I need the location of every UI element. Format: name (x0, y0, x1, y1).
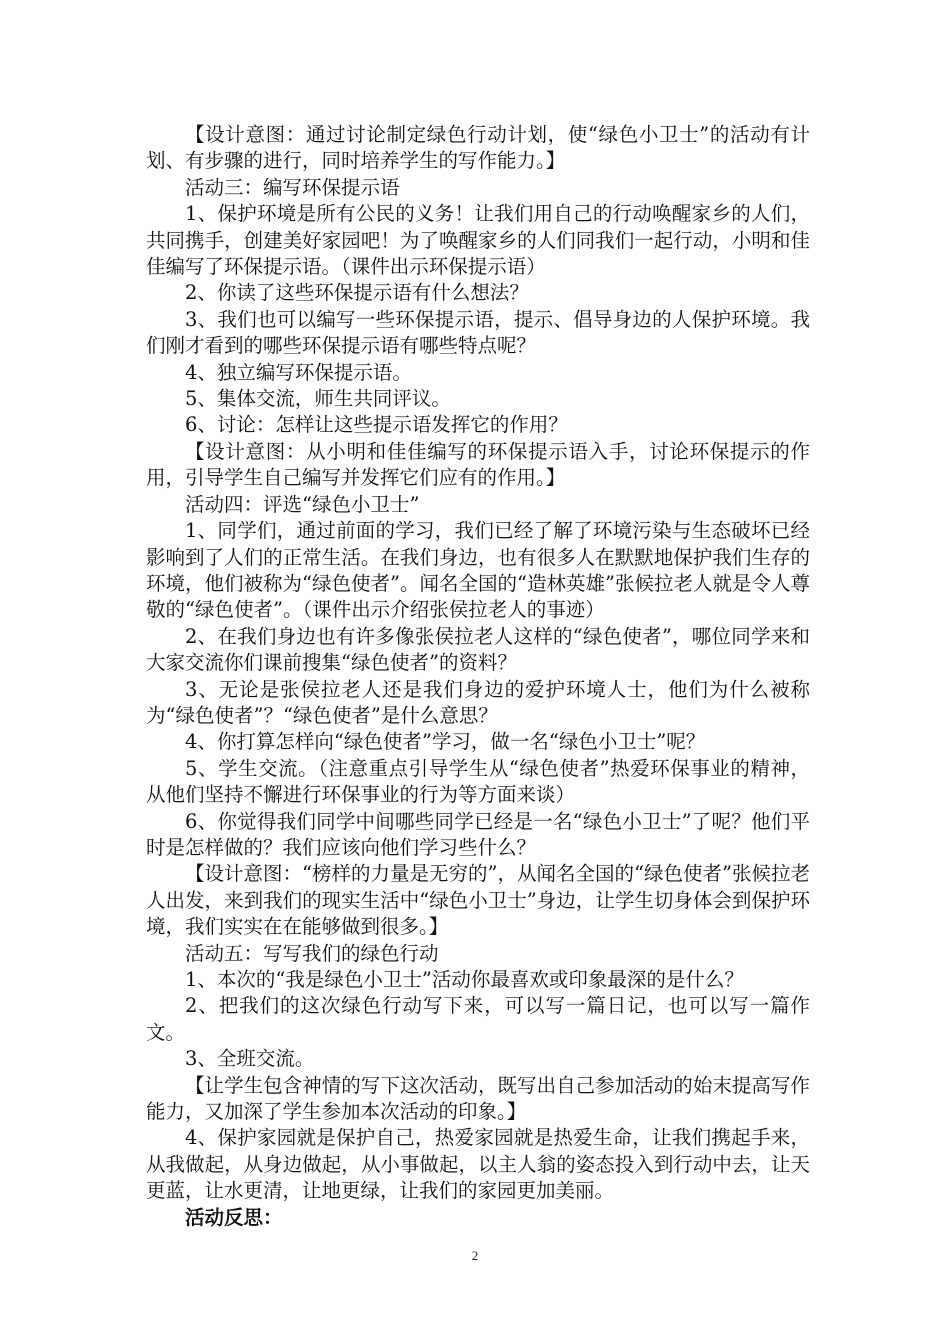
design-intent-paragraph: 【设计意图：“榜样的力量是无穷的”，从闻名全国的“绿色使者”张候拉老人出发，来到我们的现实生活中“绿色小卫士”身边，让学生切身体会到保护环境，我们实实在在能够做到很多。】 (146, 862, 810, 939)
list-item-paragraph: 1、本次的“我是绿色小卫士”活动你最喜欢或印象最深的是什么？ (185, 968, 744, 991)
list-item-paragraph: 4、你打算怎样向“绿色使者”学习，做一名“绿色小卫士”呢？ (185, 730, 706, 754)
design-intent-paragraph: 【设计意图：通过讨论制定绿色行动计划，使“绿色小卫士”的活动有计划、有步骤的进行，同时培养学生的写作能力。】 (146, 123, 810, 173)
document-body (146, 122, 810, 1231)
list-item-paragraph: 2、你读了这些环保提示语有什么想法？ (185, 281, 529, 305)
design-intent-paragraph: 【让学生包含神情的写下这次活动，既写出自己参加活动的始末提高写作能力，又加深了学生参加本次活动的印象。】 (146, 1073, 810, 1124)
activity-five-heading: 活动五：写写我们的绿色行动 (185, 941, 439, 965)
list-item-paragraph: 3、全班交流。 (185, 1047, 315, 1071)
activity-reflection-heading: 活动反思： (185, 1205, 283, 1229)
list-item-paragraph: 2、在我们身边也有许多像张侯拉老人这样的“绿色使者”，哪位同学来和大家交流你们课前搜集“绿色使者”的资料？ (146, 624, 810, 675)
list-item-paragraph: 1、保护环境是所有公民的义务！让我们用自己的行动唤醒家乡的人们，共同携手，创建美好家园吧！为了唤醒家乡的人们同我们一起行动，小明和佳佳编写了环保提示语。（课件出示环保提示语） (146, 202, 810, 279)
list-item-paragraph: 1、同学们，通过前面的学习，我们已经了解了环境污染与生态破坏已经影响到了人们的正常生活。在我们身边，也有很多人在默默地保护我们生存的环境，他们被称为“绿色使者”。闻名全国的“造林英雄”张候拉老人就是令人尊敬的“绿色使者”。（课件出示介绍张侯拉老人的事迹） (146, 519, 810, 622)
list-item-paragraph: 5、学生交流。（注意重点引导学生从“绿色使者”热爱环保事业的精神，从他们坚持不懈进行环保事业的行为等方面来谈） (146, 756, 810, 807)
activity-four-heading: 活动四：评选“绿色小卫士” (185, 492, 420, 516)
activity-three-heading: 活动三：编写环保提示语 (185, 175, 400, 199)
design-intent-paragraph: 【设计意图：从小明和佳佳编写的环保提示语入手，讨论环保提示的作用，引导学生自己编写并发挥它们应有的作用。】 (146, 439, 810, 490)
list-item-paragraph: 3、我们也可以编写一些环保提示语，提示、倡导身边的人保护环境。我们刚才看到的哪些环保提示语有哪些特点呢？ (146, 307, 810, 358)
list-item-paragraph: 4、独立编写环保提示语。 (185, 360, 412, 384)
page-number: 2 (471, 1248, 479, 1263)
list-item-paragraph: 2、把我们的这次绿色行动写下来，可以写一篇日记，也可以写一篇作文。 (146, 994, 810, 1044)
list-item-paragraph: 6、讨论：怎样让这些提示语发挥它的作用？ (185, 413, 568, 437)
list-item-paragraph: 4、保护家园就是保护自己，热爱家园就是热爱生命，让我们携起手来，从我做起，从身边做起，从小事做起，以主人翁的姿态投入到行动中去，让天更蓝，让水更清，让地更绿，让我们的家园更加美丽。 (146, 1126, 810, 1203)
list-item-paragraph: 6、你觉得我们同学中间哪些同学已经是一名“绿色小卫士”了呢？他们平时是怎样做的？我们应该向他们学习些什么？ (146, 809, 810, 859)
list-item-paragraph: 5、集体交流，师生共同评议。 (185, 387, 451, 411)
list-item-paragraph: 3、无论是张侯拉老人还是我们身边的爱护环境人士，他们为什么被称为“绿色使者”？“绿色使者”是什么意思？ (146, 677, 810, 727)
